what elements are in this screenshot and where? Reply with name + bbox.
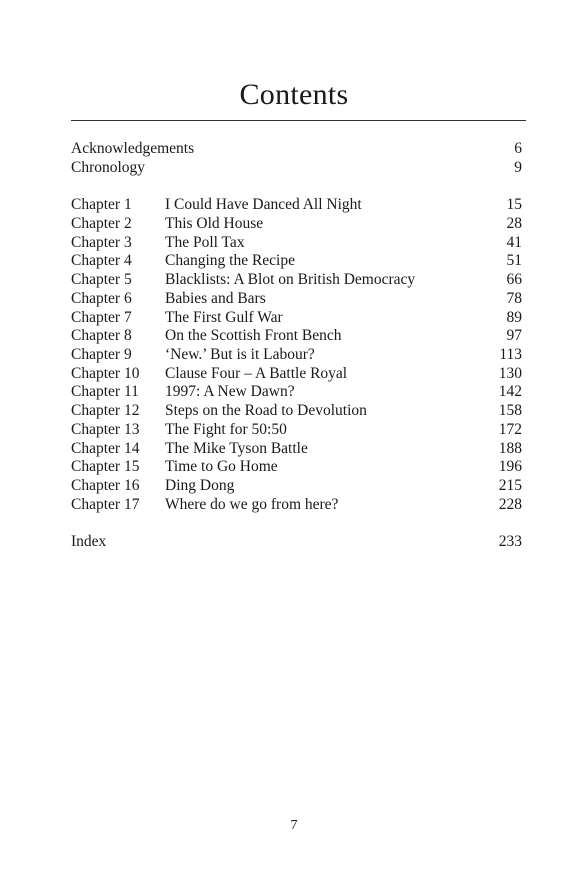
chapter-title: Clause Four – A Battle Royal xyxy=(165,365,348,382)
toc-page-number: 78 xyxy=(506,290,522,307)
toc-chapter-10[interactable] xyxy=(71,365,522,384)
toc-chapter-11[interactable] xyxy=(71,383,522,402)
chapter-label: Chapter 11 xyxy=(71,383,139,400)
chapter-title: On the Scottish Front Bench xyxy=(165,327,342,344)
toc-chapter-2[interactable] xyxy=(71,215,522,234)
chapter-title: Time to Go Home xyxy=(165,458,278,475)
chapter-title: Changing the Recipe xyxy=(165,252,295,269)
chapter-label: Chapter 13 xyxy=(71,421,140,438)
chapter-title: The Poll Tax xyxy=(165,234,245,251)
toc-page-number: 188 xyxy=(498,440,522,457)
toc-chapter-9[interactable] xyxy=(71,346,522,365)
toc-page-number: 6 xyxy=(514,140,522,157)
toc-page-number: 233 xyxy=(498,533,522,550)
chapter-title: 1997: A New Dawn? xyxy=(165,383,295,400)
toc-page-number: 158 xyxy=(498,402,522,419)
toc-entry-acknowledgements[interactable] xyxy=(71,140,522,159)
chapter-label: Chapter 2 xyxy=(71,215,132,232)
chapter-title: Steps on the Road to Devolution xyxy=(165,402,367,419)
toc-page-number: 89 xyxy=(506,309,522,326)
chapter-label: Chapter 17 xyxy=(71,496,140,513)
toc-chapter-14[interactable] xyxy=(71,440,522,459)
toc-chapter-6[interactable] xyxy=(71,290,522,309)
toc-page-number: 66 xyxy=(506,271,522,288)
toc-chapter-7[interactable] xyxy=(71,309,522,328)
chapter-label: Chapter 14 xyxy=(71,440,140,457)
toc-entry-label: Index xyxy=(71,533,107,550)
page-number-footer: 7 xyxy=(290,818,298,833)
page-title: Contents xyxy=(239,78,349,111)
chapter-label: Chapter 10 xyxy=(71,365,140,382)
toc-chapter-13[interactable] xyxy=(71,421,522,440)
chapter-label: Chapter 8 xyxy=(71,327,132,344)
toc-page-number: 142 xyxy=(498,383,522,400)
toc-entry-label: Chronology xyxy=(71,159,146,176)
chapter-title: Blacklists: A Blot on British Democracy xyxy=(165,271,416,288)
chapter-label: Chapter 7 xyxy=(71,309,132,326)
toc-chapter-8[interactable] xyxy=(71,327,522,346)
chapter-label: Chapter 9 xyxy=(71,346,132,363)
chapter-title: I Could Have Danced All Night xyxy=(165,196,362,213)
chapter-label: Chapter 6 xyxy=(71,290,132,307)
toc-chapter-15[interactable] xyxy=(71,458,522,477)
toc-page-number: 215 xyxy=(498,477,522,494)
toc-chapter-1[interactable] xyxy=(71,196,522,215)
chapter-title: Where do we go from here? xyxy=(165,496,339,513)
toc-page-number: 172 xyxy=(498,421,522,438)
chapter-title: Babies and Bars xyxy=(165,290,266,307)
chapter-label: Chapter 3 xyxy=(71,234,132,251)
toc-page-number: 113 xyxy=(499,346,522,363)
toc-entry-label: Acknowledgements xyxy=(71,140,195,157)
toc-page-number: 28 xyxy=(506,215,522,232)
chapter-label: Chapter 15 xyxy=(71,458,140,475)
chapter-label: Chapter 16 xyxy=(71,477,140,494)
chapter-title: This Old House xyxy=(165,215,264,232)
chapter-title: ‘New.’ But is it Labour? xyxy=(165,346,315,363)
toc-chapter-17[interactable] xyxy=(71,496,522,515)
toc-page-number: 51 xyxy=(506,252,522,269)
toc-chapter-4[interactable] xyxy=(71,252,522,271)
chapter-label: Chapter 4 xyxy=(71,252,132,269)
title-rule xyxy=(71,120,526,121)
toc-page-number: 9 xyxy=(514,159,522,176)
toc-page-number: 196 xyxy=(498,458,522,475)
toc-page-number: 41 xyxy=(506,234,522,251)
chapter-title: The Mike Tyson Battle xyxy=(165,440,308,457)
toc-page-number: 15 xyxy=(506,196,522,213)
chapter-title: The Fight for 50:50 xyxy=(165,421,287,438)
chapter-title: The First Gulf War xyxy=(165,309,283,326)
toc-chapter-5[interactable] xyxy=(71,271,522,290)
toc-entry-index[interactable] xyxy=(71,533,522,552)
chapter-label: Chapter 12 xyxy=(71,402,140,419)
toc-chapter-16[interactable] xyxy=(71,477,522,496)
toc-page-number: 228 xyxy=(498,496,522,513)
toc-chapter-12[interactable] xyxy=(71,402,522,421)
toc-entry-chronology[interactable] xyxy=(71,159,522,178)
chapter-label: Chapter 1 xyxy=(71,196,132,213)
chapter-title: Ding Dong xyxy=(165,477,235,494)
chapter-label: Chapter 5 xyxy=(71,271,132,288)
toc-page-number: 130 xyxy=(498,365,522,382)
toc-chapter-3[interactable] xyxy=(71,234,522,253)
toc-page-number: 97 xyxy=(506,327,522,344)
